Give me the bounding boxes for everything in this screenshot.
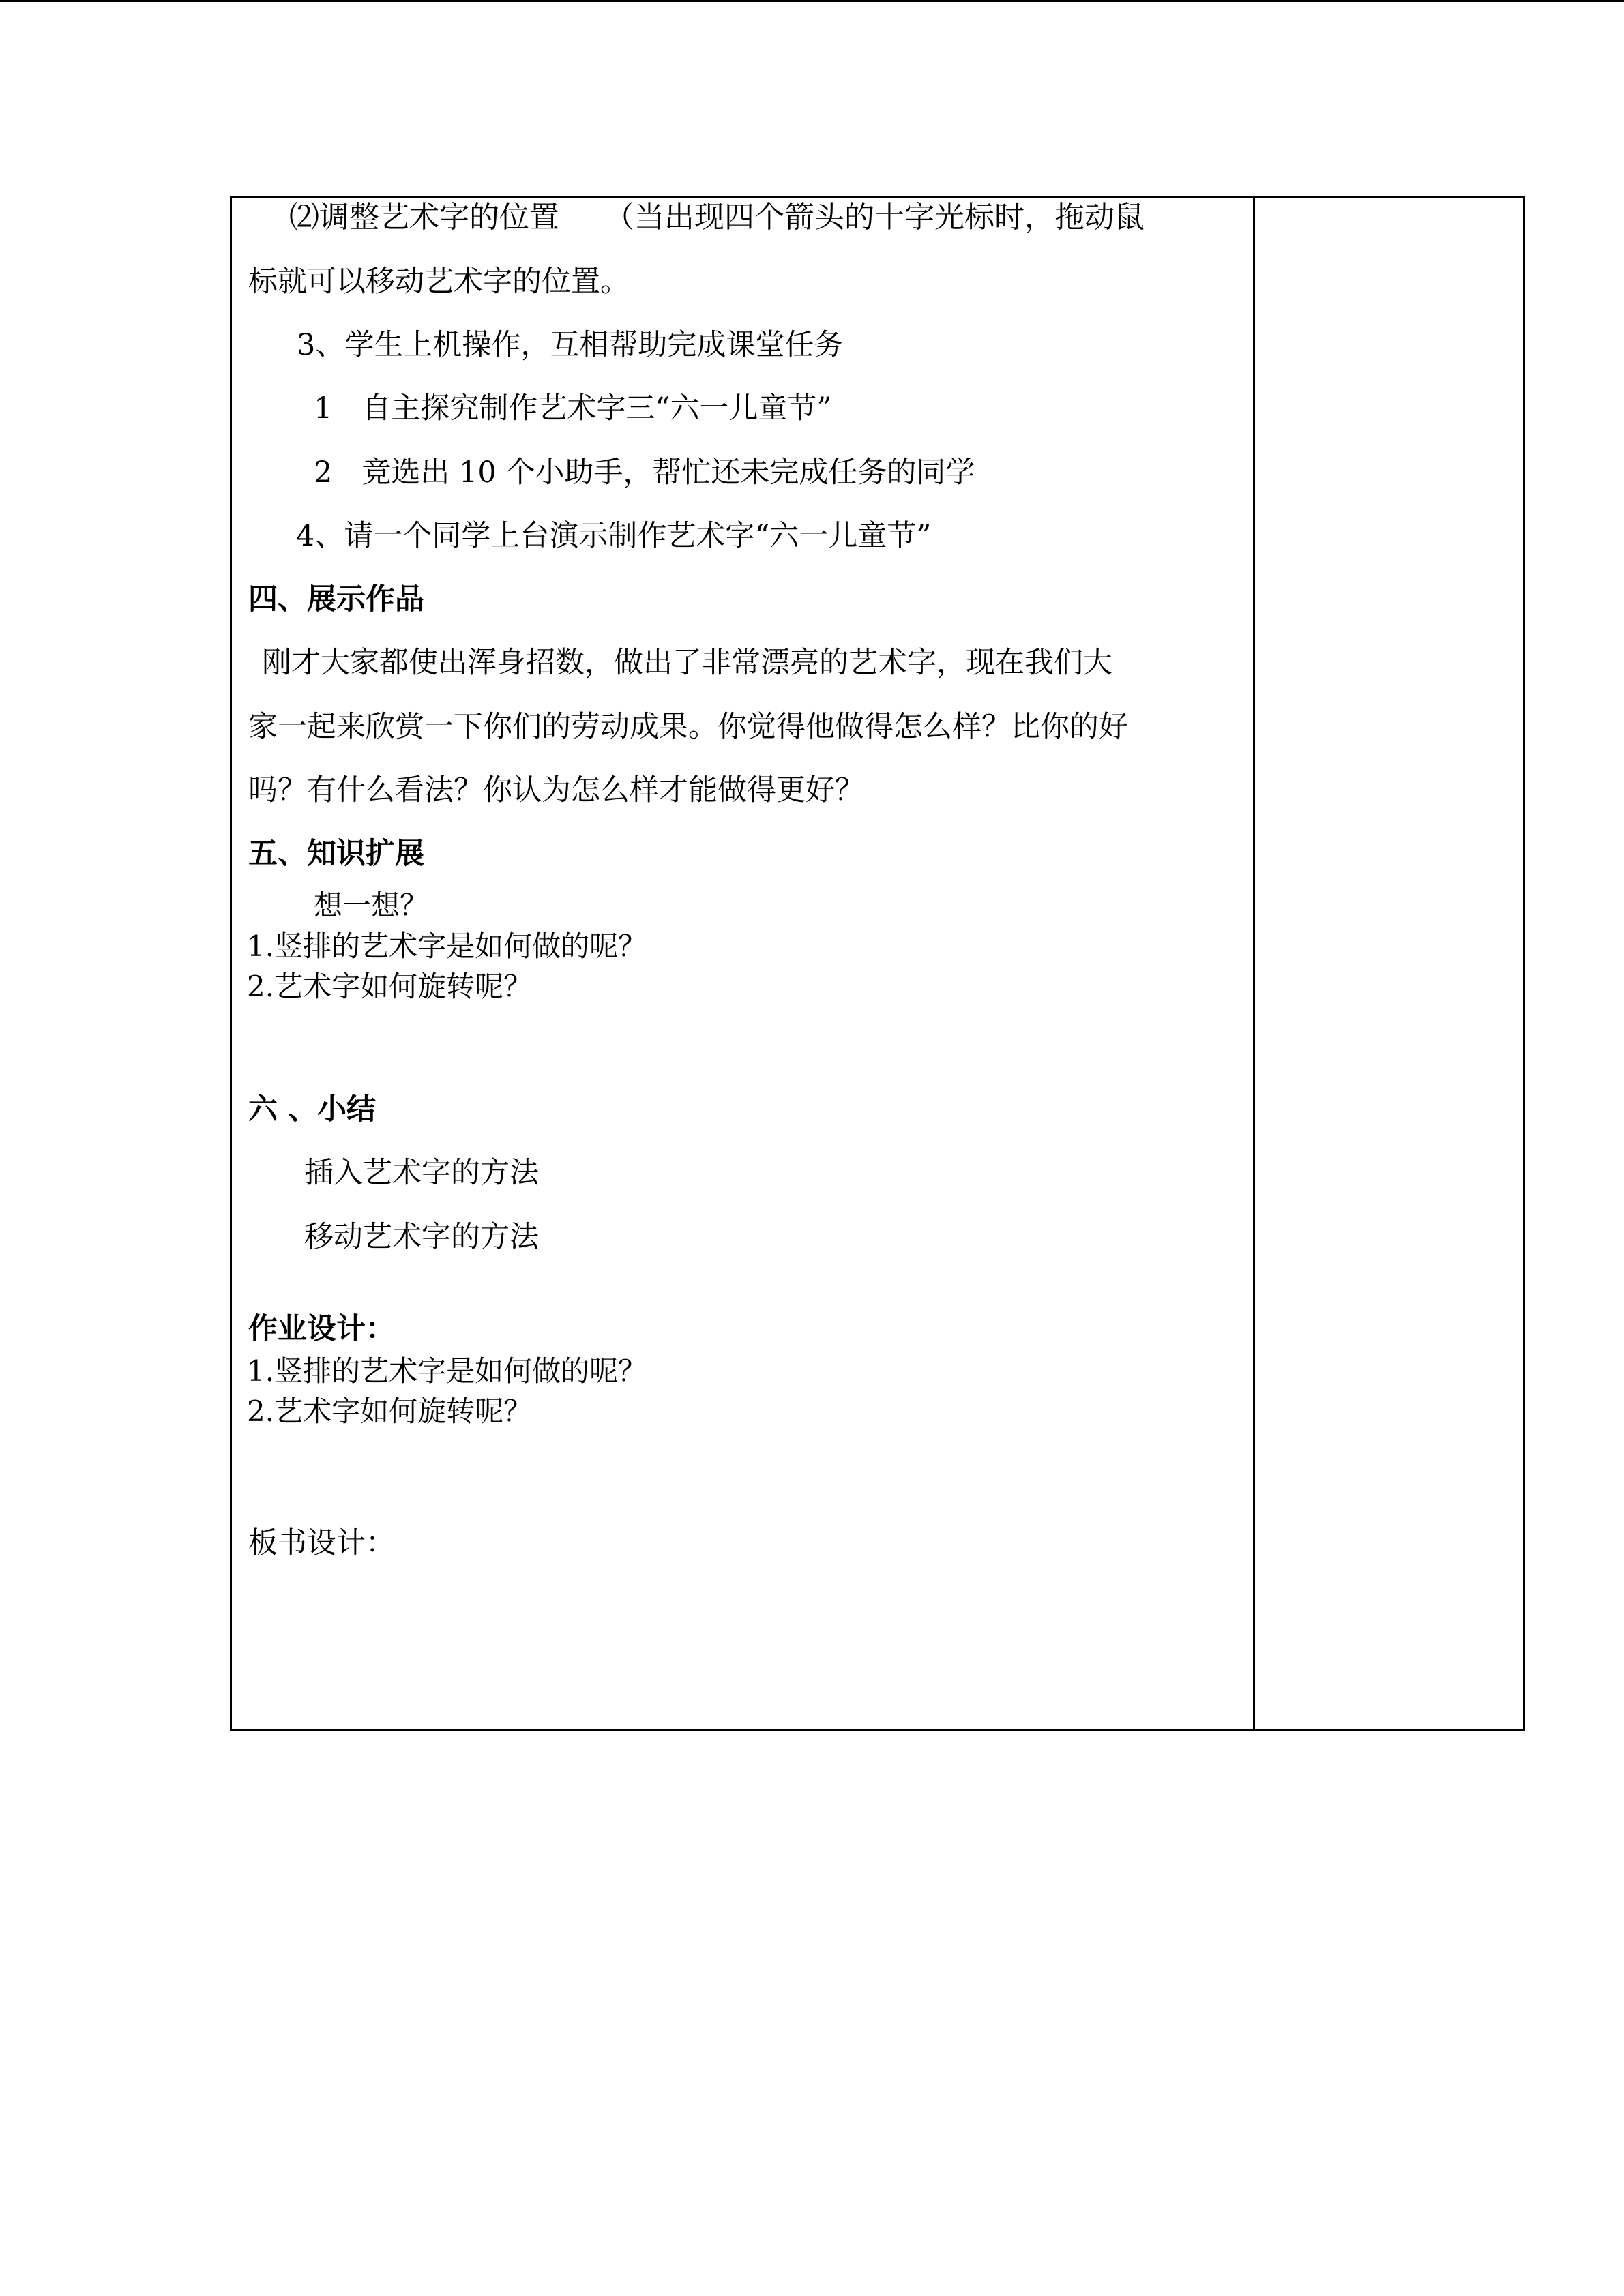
- section-5-heading: 五、知识扩展: [248, 837, 424, 871]
- showcase-para-line2: 家一起来欣赏一下你们的劳动成果。你觉得他做得怎么样？比你的好: [248, 710, 1128, 744]
- task-1: 1 自主探究制作艺术字三“六一儿童节”: [314, 391, 832, 426]
- lesson-plan-table: [230, 196, 1525, 1731]
- page-top-border: [0, 0, 1624, 2]
- summary-item-1: 插入艺术字的方法: [304, 1156, 539, 1190]
- homework-question-1: 1.竖排的艺术字是如何做的呢？: [247, 1354, 647, 1388]
- lesson-content-cell: [232, 198, 1253, 1729]
- notes-cell: [1255, 198, 1523, 1729]
- step-4: 4、请一个同学上台演示制作艺术字“六一儿童节”: [296, 519, 932, 553]
- showcase-para-line3: 吗？有什么看法？你认为怎么样才能做得更好？: [248, 773, 864, 807]
- extension-question-1: 1.竖排的艺术字是如何做的呢？: [247, 929, 647, 963]
- summary-item-2: 移动艺术字的方法: [304, 1220, 539, 1254]
- think-prompt: 想一想？: [314, 889, 429, 922]
- homework-heading: 作业设计：: [248, 1312, 395, 1346]
- board-design-label: 板书设计：: [248, 1526, 395, 1560]
- section-4-heading: 四、展示作品: [248, 582, 424, 616]
- step-adjust-position-line2: 标就可以移动艺术字的位置。: [248, 265, 630, 299]
- task-2: 2 竞选出 10 个小助手，帮忙还未完成任务的同学: [314, 456, 975, 490]
- showcase-para-line1: 刚才大家都使出浑身招数，做出了非常漂亮的艺术字，现在我们大: [262, 646, 1112, 680]
- extension-question-2: 2.艺术字如何旋转呢？: [247, 970, 533, 1003]
- homework-question-2: 2.艺术字如何旋转呢？: [247, 1395, 533, 1428]
- section-6-heading: 六 、小结: [248, 1092, 376, 1127]
- step-adjust-position-line1: ⑵调整艺术字的位置 （当出现四个箭头的十字光标时，拖动鼠: [289, 200, 1145, 235]
- step-3-heading: 3、学生上机操作，互相帮助完成课堂任务: [297, 328, 844, 362]
